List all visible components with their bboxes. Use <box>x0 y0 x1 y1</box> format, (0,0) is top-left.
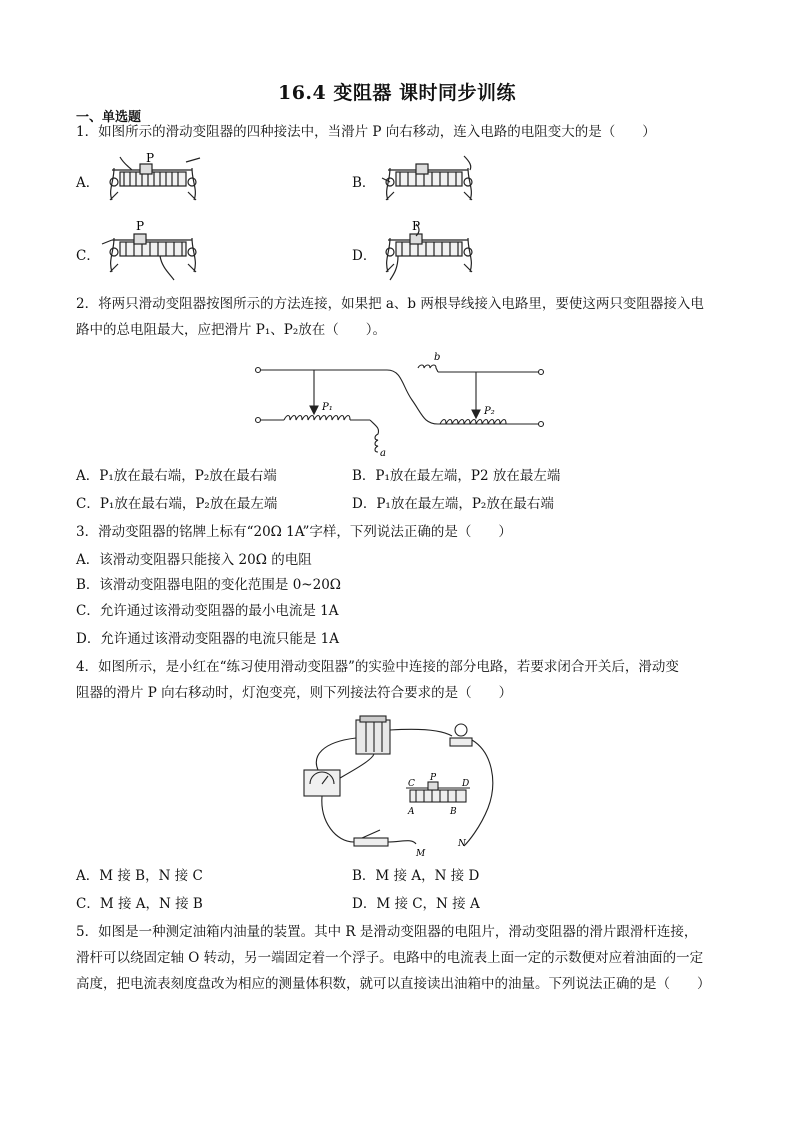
q1-stem: 1．如图所示的滑动变阻器的四种接法中，当滑片 P 向右移动，连入电路的电阻变大的是（ ） <box>76 124 656 140</box>
ammeter-icon <box>304 770 340 796</box>
q4-option-d: D．M 接 C，N 接 A <box>352 896 480 912</box>
q4-label-p: P <box>430 773 437 783</box>
q1-option-d-label: D． <box>352 248 377 264</box>
q1-c-slider-label: P <box>136 219 145 233</box>
q1-rheostat-b-figure <box>376 152 486 210</box>
q3-option-c: C．允许通过该滑动变阻器的最小电流是 1A <box>76 603 339 619</box>
rheostat-icon <box>410 790 466 802</box>
q1-rheostat-a-figure <box>100 152 210 210</box>
section-heading: 一、单选题 <box>76 110 142 125</box>
q2-option-c: C．P₁放在最右端，P₂放在最左端 <box>76 496 278 512</box>
q1-rheostat-c-figure <box>100 218 210 284</box>
q4-label-n: N <box>458 839 466 849</box>
q4-label-d: D <box>462 779 470 789</box>
q5-line3: 高度，把电流表刻度盘改为相应的测量体积数，就可以直接读出油箱中的油量。下列说法正确的是（ ） <box>76 976 711 992</box>
q2-label-b: b <box>434 352 441 363</box>
q4-option-a: A．M 接 B，N 接 C <box>76 868 203 884</box>
q3-option-d: D．允许通过该滑动变阻器的电流只能是 1A <box>76 631 339 647</box>
q3-option-b: B．该滑动变阻器电阻的变化范围是 0~20Ω <box>76 577 341 593</box>
q2-option-a: A．P₁放在最右端，P₂放在最右端 <box>76 468 277 484</box>
q1-rheostat-d-figure <box>376 218 486 284</box>
q2-label-p2: P₂ <box>484 406 495 417</box>
q2-label-a: a <box>380 448 386 459</box>
q2-stem-line1: 2．将两只滑动变阻器按图所示的方法连接，如果把 a、b 两根导线接入电路里，要使这两只变阻器接入电 <box>76 296 704 312</box>
q1-option-c-label: C． <box>76 248 100 264</box>
q4-label-b: B <box>450 807 457 817</box>
q4-stem-line1: 4．如图所示，是小红在“练习使用滑动变阻器”的实验中连接的部分电路，若要求闭合开关后，滑动变 <box>76 659 679 675</box>
q3-stem: 3．滑动变阻器的铭牌上标有“20Ω 1A”字样，下列说法正确的是（ ） <box>76 524 512 540</box>
q4-stem-line2: 阻器的滑片 P 向右移动时，灯泡变亮，则下列接法符合要求的是（ ） <box>76 685 513 701</box>
q5-line2: 滑杆可以绕固定轴 O 转动，另一端固定着一个浮子。电路中的电流表上面一定的示数便对应着油面的一定 <box>76 950 704 966</box>
q1-a-slider-label: P <box>146 151 155 165</box>
q5-line1: 5．如图是一种测定油箱内油量的装置。其中 R 是滑动变阻器的电阻片，滑动变阻器的滑片跟滑杆连接， <box>76 924 698 940</box>
q4-label-a: A <box>408 807 415 817</box>
page-title: 16.4 变阻器 课时同步训练 <box>277 82 516 104</box>
q2-two-rheostats-diagram <box>252 348 552 460</box>
switch-icon <box>354 838 388 846</box>
q2-option-d: D．P₁放在最左端，P₂放在最右端 <box>352 496 554 512</box>
lamp-icon <box>450 738 472 746</box>
q4-option-b: B．M 接 A，N 接 D <box>352 868 480 884</box>
q1-option-b-label: B． <box>352 175 376 191</box>
q4-label-m: M <box>416 849 426 859</box>
q2-stem-line2: 路中的总电阻最大，应把滑片 P₁、P₂放在（ ）。 <box>76 322 387 338</box>
q2-label-p1: P₁ <box>322 402 333 413</box>
q4-label-c: C <box>408 779 415 789</box>
q4-option-c: C．M 接 A，N 接 B <box>76 896 203 912</box>
q1-d-slider-label: P <box>412 219 421 233</box>
q2-option-b: B．P₁放在最左端，P2 放在最左端 <box>352 468 561 484</box>
q4-circuit-figure <box>292 712 516 860</box>
battery-icon <box>356 720 390 754</box>
q3-option-a: A．该滑动变阻器只能接入 20Ω 的电阻 <box>76 552 312 568</box>
q1-option-a-label: A． <box>76 175 100 191</box>
